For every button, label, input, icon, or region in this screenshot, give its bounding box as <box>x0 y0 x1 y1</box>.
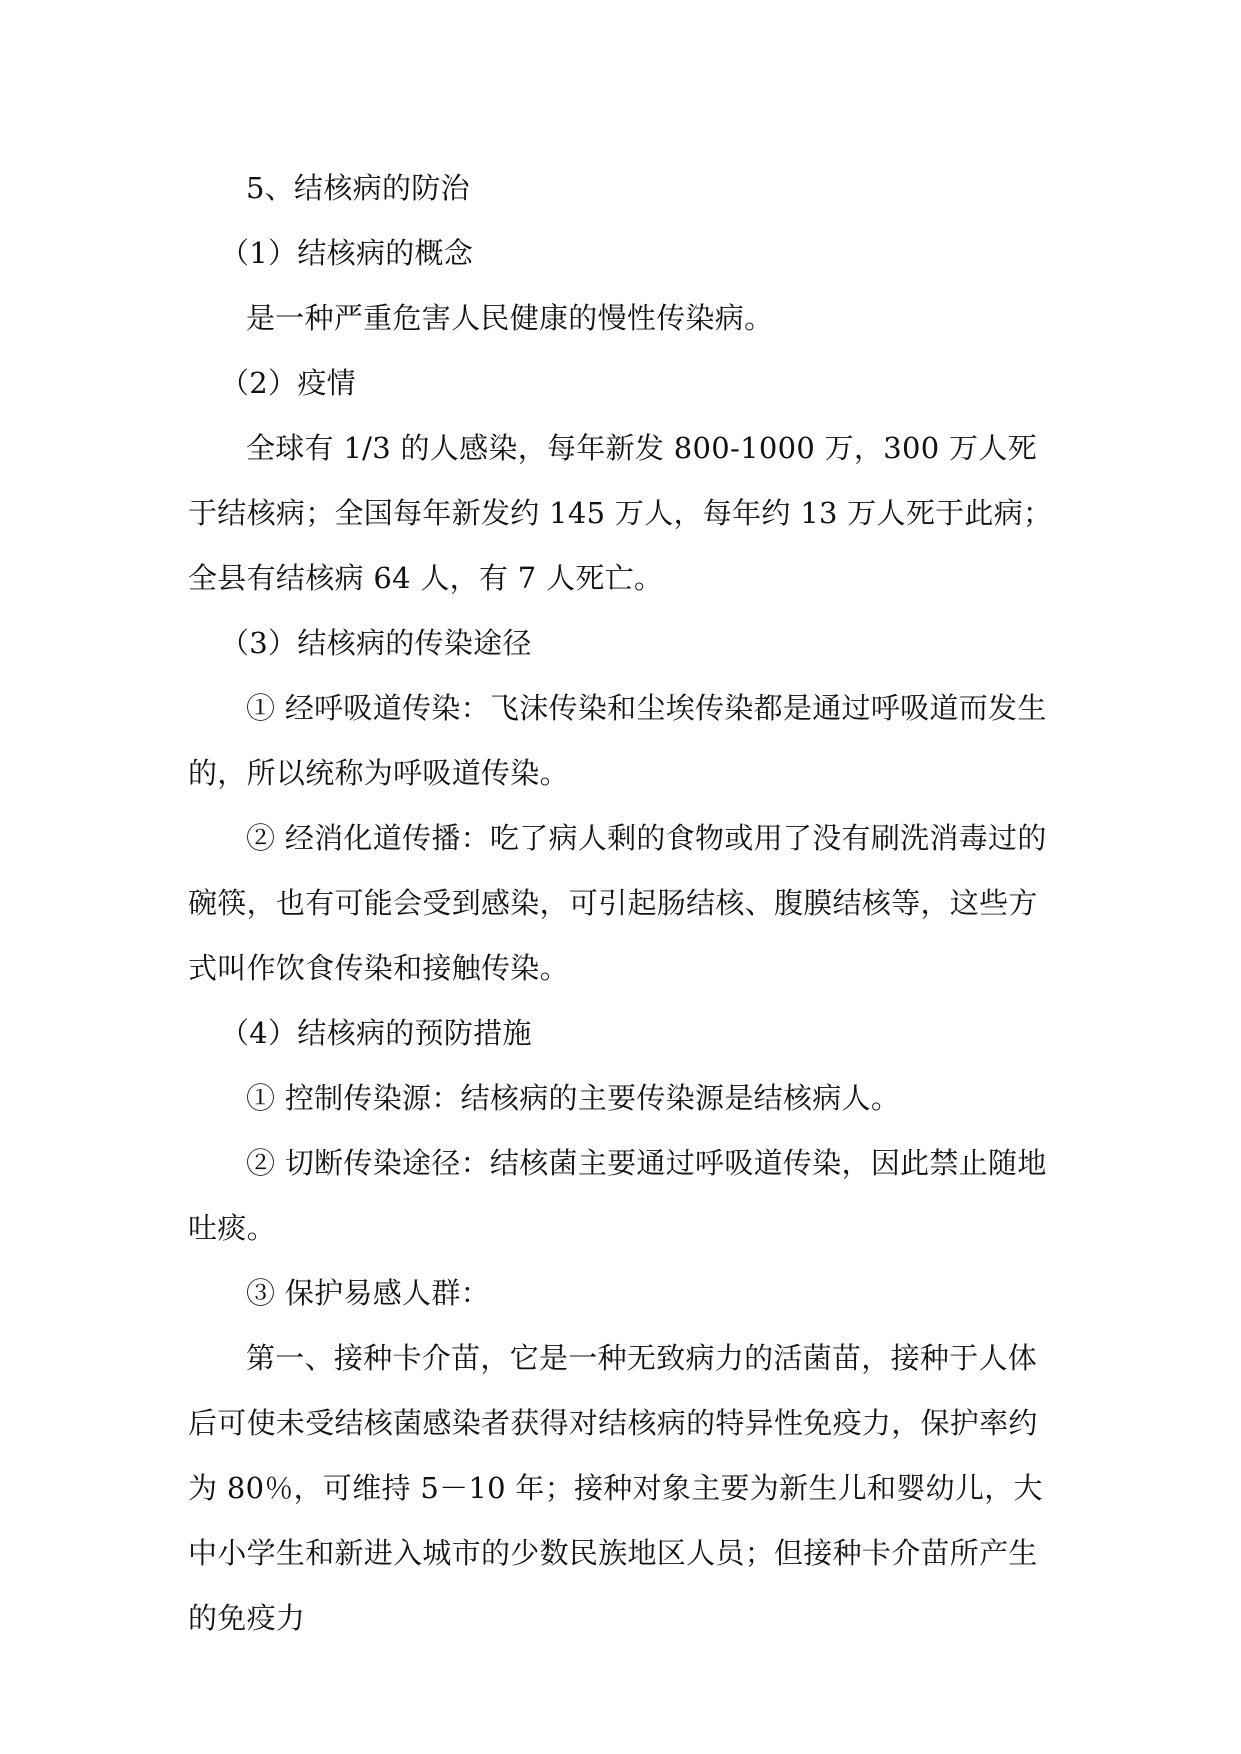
subheading-prevention: （4）结核病的预防措施 <box>220 1016 532 1050</box>
paragraph-cut-route: ② 切断传染途径：结核菌主要通过呼吸道传染，因此禁止随地吐痰。 <box>188 1146 1047 1245</box>
document-body <box>188 156 1058 1651</box>
paragraph-control-source: ① 控制传染源：结核病的主要传染源是结核病人。 <box>246 1081 901 1115</box>
subheading-epidemic: （2）疫情 <box>220 366 356 400</box>
paragraph-protect-group: ③ 保护易感人群： <box>246 1276 490 1310</box>
paragraph-concept: 是一种严重危害人民健康的慢性传染病。 <box>246 301 774 335</box>
paragraph-bcg-vaccine: 第一、接种卡介苗，它是一种无致病力的活菌苗，接种于人体后可使未受结核菌感染者获得对结核病的特异性免疫力，保护率约为 80％，可维持 5－10 年；接种对象主要为新生儿和婴幼儿，大中小学生和新进入城市的少数民族地区人员；但接种卡介苗所产生的免疫力 <box>188 1341 1043 1635</box>
paragraph-respiratory: ① 经呼吸道传染：飞沫传染和尘埃传染都是通过呼吸道而发生的，所以统称为呼吸道传染。 <box>188 691 1047 790</box>
section-heading: 5、结核病的防治 <box>246 171 470 205</box>
paragraph-epidemic: 全球有 1/3 的人感染，每年新发 800-1000 万，300 万人死于结核病；全国每年新发约 145 万人，每年约 13 万人死于此病；全县有结核病 64 人，有 7 人死亡。 <box>188 431 1053 595</box>
subheading-transmission: （3）结核病的传染途径 <box>220 626 532 660</box>
paragraph-digestive: ② 经消化道传播：吃了病人剩的食物或用了没有刷洗消毒过的碗筷，也有可能会受到感染，可引起肠结核、腹膜结核等，这些方式叫作饮食传染和接触传染。 <box>188 821 1047 985</box>
subheading-concept: （1）结核病的概念 <box>220 236 474 270</box>
